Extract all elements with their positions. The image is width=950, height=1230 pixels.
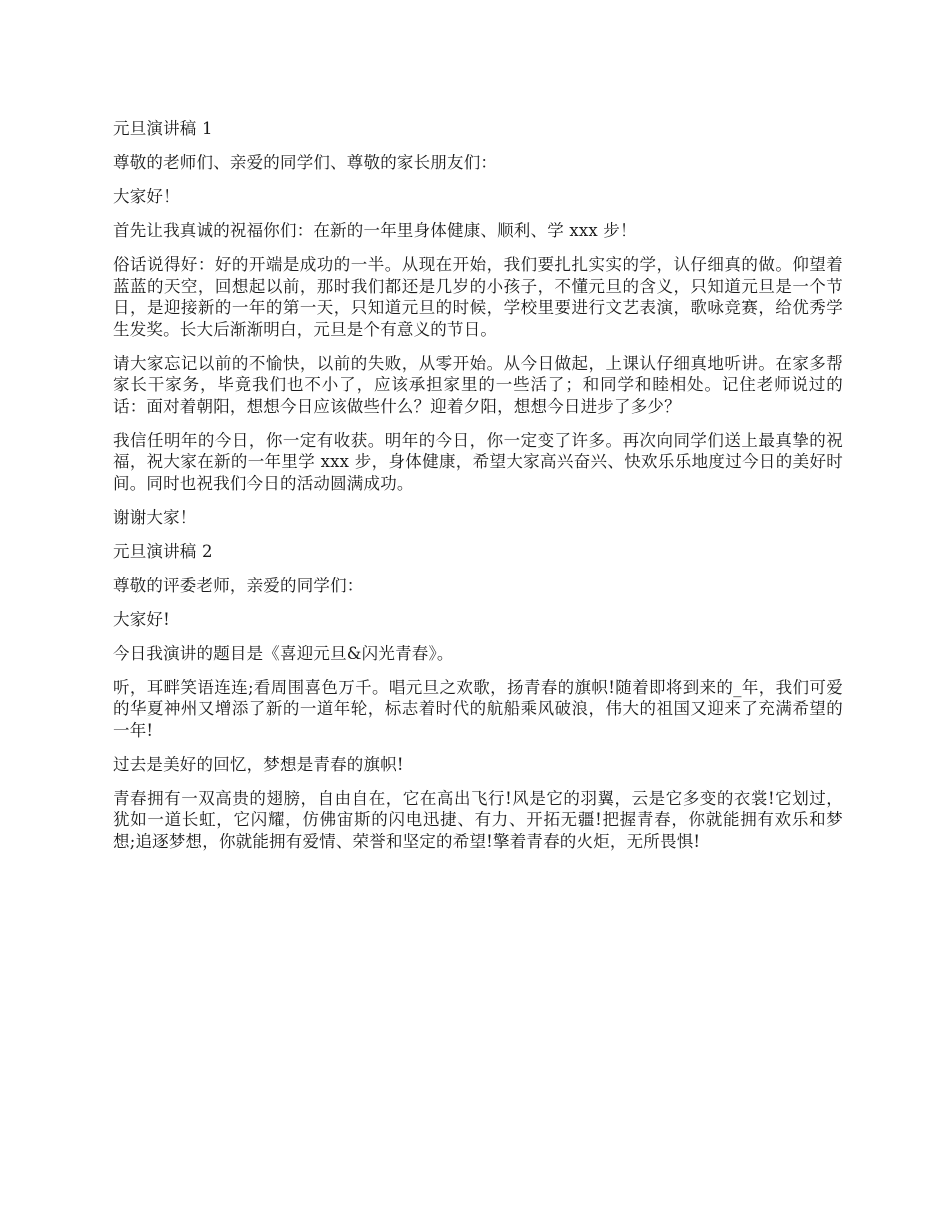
body-paragraph: 我信任明年的今日，你一定有收获。明年的今日，你一定变了许多。再次向同学们送上最真挚的祝福，祝大家在新的一年里学 xxx 步，身体健康，希望大家高兴奋兴、快欢乐乐地度过今日的美好时间。同时也祝我们今日的活动圆满成功。	[113, 430, 843, 493]
body-paragraph: 青春拥有一双高贵的翅膀，自由自在，它在高出飞行!风是它的羽翼，云是它多变的衣裳!它划过，犹如一道长虹，它闪耀，仿佛宙斯的闪电迅捷、有力、开拓无疆!把握青春，你就能拥有欢乐和梦想;追逐梦想，你就能拥有爱情、荣誉和坚定的希望!擎着青春的火炬，无所畏惧!	[113, 788, 843, 851]
salutation-paragraph: 尊敬的评委老师，亲爱的同学们：	[113, 575, 364, 595]
body-paragraph: 请大家忘记以前的不愉快，以前的失败，从零开始。从今日做起，上课认仔细真地听讲。在家多帮家长干家务，毕竟我们也不小了，应该承担家里的一些活了；和同学和睦相处。记住老师说过的话：面对着朝阳，想想今日应该做些什么？迎着夕阳，想想今日进步了多少？	[113, 353, 843, 416]
blessing-paragraph: 首先让我真诚的祝福你们：在新的一年里身体健康、顺利、学 xxx 步！	[113, 221, 637, 240]
body-paragraph: 听，耳畔笑语连连;看周围喜色万千。唱元旦之欢歌，扬青春的旗帜!随着即将到来的_年，我们可爱的华夏神州又增添了新的一道年轮，标志着时代的航船乘风破浪，伟大的祖国又迎来了充满希望的一年!	[113, 677, 843, 740]
greeting-paragraph: 大家好!	[113, 609, 170, 629]
body-paragraph: 俗话说得好：好的开端是成功的一半。从现在开始，我们要扎扎实实的学，认仔细真的做。仰望着蓝蓝的天空，回想起以前，那时我们都还是几岁的小孩子，不懂元旦的含义，只知道元旦是一个节日，是迎接新的一年的第一天，只知道元旦的时候，学校里要进行文艺表演，歌咏竞赛，给优秀学生发奖。长大后渐渐明白，元旦是个有意义的节日。	[113, 255, 843, 339]
salutation-paragraph: 尊敬的老师们、亲爱的同学们、尊敬的家长朋友们：	[113, 153, 498, 172]
document-body	[113, 118, 843, 865]
speech-1-title: 元旦演讲稿 1	[113, 119, 213, 138]
body-paragraph: 过去是美好的回忆，梦想是青春的旗帜!	[113, 754, 404, 774]
closing-paragraph: 谢谢大家！	[113, 507, 197, 527]
speech-2-title: 元旦演讲稿 2	[113, 541, 213, 561]
topic-paragraph: 今日我演讲的题目是《喜迎元旦&闪光青春》。	[113, 643, 454, 663]
greeting-paragraph: 大家好！	[113, 187, 180, 206]
